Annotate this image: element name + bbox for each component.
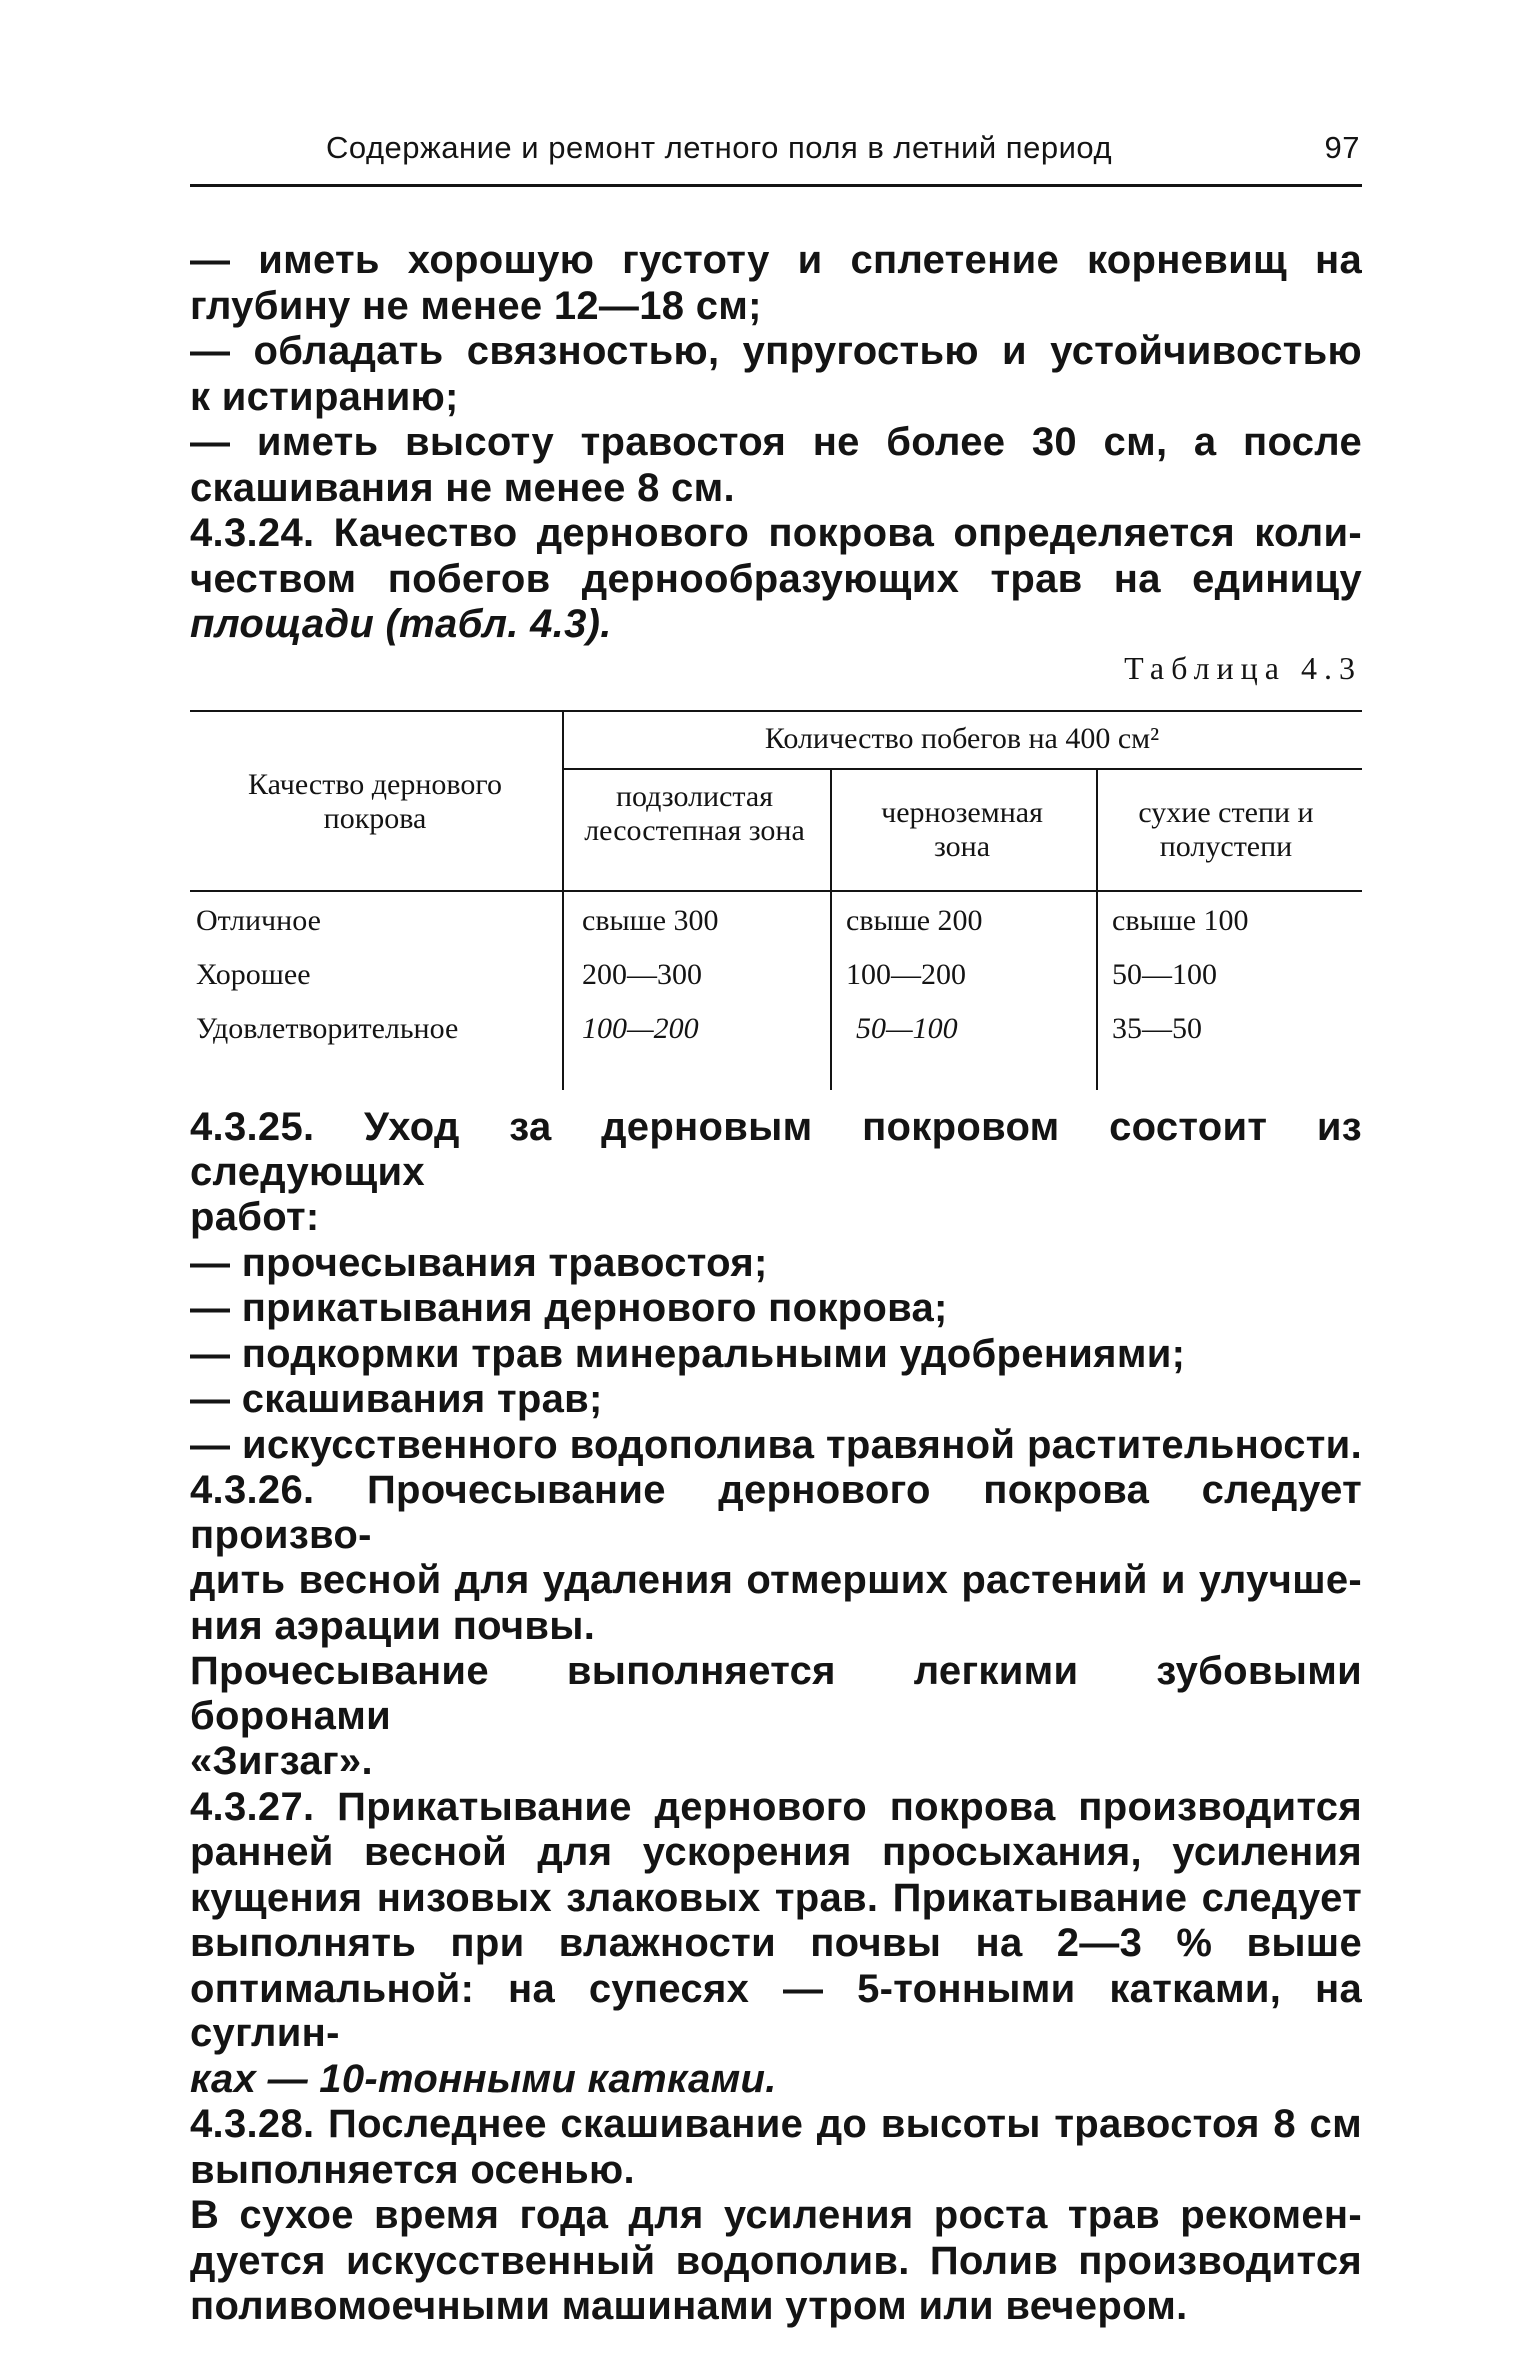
- requirement-line: к истиранию;: [190, 374, 459, 419]
- table-col-header: подзолистая лесостепная зона: [584, 780, 805, 847]
- page-number: 97: [1324, 130, 1360, 165]
- requirement-line: скашивания не менее 8 см.: [190, 465, 735, 510]
- table-label: Таблица 4.3: [1124, 650, 1362, 686]
- section-4-3-27-line: выполнять при влажности почвы на 2—3 % выше: [190, 1921, 1362, 1965]
- section-text: Прикатывание дернового покрова производится: [337, 1784, 1362, 1829]
- section-4-3-28-line: поливомоечными машинами утром или вечером.: [190, 2284, 1188, 2328]
- section-4-3-24-line: [190, 511, 1362, 556]
- section-text: Прочесывание дернового покрова следует произво-: [190, 1468, 1362, 1557]
- table-cell: свыше 300: [582, 904, 719, 937]
- requirement-line: — иметь высоту травостоя не более 30 см, а после: [190, 420, 1362, 464]
- table-cell-quality: Хорошее: [196, 958, 311, 991]
- section-text: Качество дернового покрова определяется коли-: [333, 511, 1363, 555]
- table-cell-quality: Удовлетворительное: [196, 1012, 459, 1045]
- section-4-3-24-line: чеством побегов дернообразующих трав на единицу: [190, 556, 1362, 601]
- running-header: [190, 128, 1362, 178]
- requirements-list: [190, 238, 1362, 648]
- table-header-rule: [190, 890, 1362, 892]
- list-item: — искусственного водополива травяной растительности.: [190, 1422, 1362, 1467]
- table-cell: 35—50: [1112, 1012, 1202, 1045]
- section-4-3-27-line: [190, 1785, 1362, 1830]
- section-number: 4.3.26.: [190, 1468, 315, 1512]
- list-item: — скашивания трав;: [190, 1377, 603, 1421]
- table-col-header: черноземная зона: [881, 796, 1043, 863]
- list-item: — подкормки трав минеральными удобрениями;: [190, 1331, 1186, 1376]
- section-4-3-26-line: [190, 1468, 1362, 1557]
- requirement-line: — обладать связностью, упругостью и устойчивостью: [190, 329, 1362, 373]
- lower-sections: [190, 1105, 1362, 2330]
- table-cell: 100—200: [582, 1012, 699, 1045]
- section-text: Уход за дерновым покровом состоит из следующих: [190, 1105, 1362, 1194]
- table-vrule: [562, 710, 564, 1090]
- table-cell-quality: Отличное: [196, 904, 321, 937]
- section-4-3-26-line: «Зигзаг».: [190, 1739, 373, 1783]
- table-group-rule: [562, 768, 1362, 770]
- section-text: Последнее скашивание до высоты травостоя 8 см: [328, 2102, 1362, 2146]
- section-number: 4.3.28.: [190, 2102, 315, 2146]
- table-cell: свыше 100: [1112, 904, 1249, 937]
- table-col-header: сухие степи и полустепи: [1138, 796, 1314, 863]
- section-number: 4.3.24.: [190, 511, 315, 555]
- section-4-3-25-line: [190, 1105, 1362, 1194]
- list-item: — прикатывания дернового покрова;: [190, 1286, 948, 1330]
- section-4-3-26-line: Прочесывание выполняется легкими зубовыми боронами: [190, 1649, 1362, 1738]
- table-top-rule: [190, 710, 1362, 712]
- header-rule: [190, 184, 1362, 187]
- table-header-quality: Качество дернового покрова: [248, 768, 502, 835]
- requirement-line: — иметь хорошую густоту и сплетение корневищ на: [190, 238, 1362, 282]
- table-cell: 50—100: [1112, 958, 1217, 991]
- section-4-3-28-line: дуется искусственный водополив. Полив производится: [190, 2238, 1362, 2283]
- section-4-3-25-line: работ:: [190, 1195, 320, 1239]
- table-vrule: [1096, 768, 1098, 1090]
- section-4-3-27-line: ках — 10-тонными катками.: [190, 2056, 777, 2101]
- section-4-3-28-line: выполняется осенью.: [190, 2147, 635, 2192]
- section-4-3-27-line: оптимальной: на супесях — 5-тонными катками, на суглин-: [190, 1966, 1362, 2055]
- table-vrule: [830, 768, 832, 1090]
- requirement-line: глубину не менее 12—18 см;: [190, 283, 762, 328]
- section-4-3-27-line: ранней весной для ускорения просыхания, усиления: [190, 1830, 1362, 1874]
- section-4-3-27-line: кущения низовых злаковых трав. Прикатывание следует: [190, 1875, 1362, 1920]
- section-4-3-28-line: В сухое время года для усиления роста трав рекомен-: [190, 2193, 1362, 2237]
- table-header-group: Количество побегов на 400 см²: [764, 722, 1160, 755]
- section-4-3-26-line: ния аэрации почвы.: [190, 1603, 596, 1648]
- list-item: — прочесывания травостоя;: [190, 1240, 768, 1285]
- quality-table: [190, 710, 1362, 1090]
- document-page: [190, 0, 1362, 2364]
- table-cell: 50—100: [856, 1012, 958, 1045]
- section-4-3-26-line: дить весной для удаления отмерших растений и улучше-: [190, 1558, 1362, 1602]
- running-title: Содержание и ремонт летного поля в летний период: [326, 130, 1113, 165]
- table-cell: свыше 200: [846, 904, 983, 937]
- section-4-3-28-line: [190, 2102, 1362, 2147]
- section-4-3-24-line: площади (табл. 4.3).: [190, 602, 612, 646]
- section-number: 4.3.25.: [190, 1105, 315, 1149]
- table-cell: 100—200: [846, 958, 966, 991]
- section-number: 4.3.27.: [190, 1784, 315, 1829]
- table-cell: 200—300: [582, 958, 702, 991]
